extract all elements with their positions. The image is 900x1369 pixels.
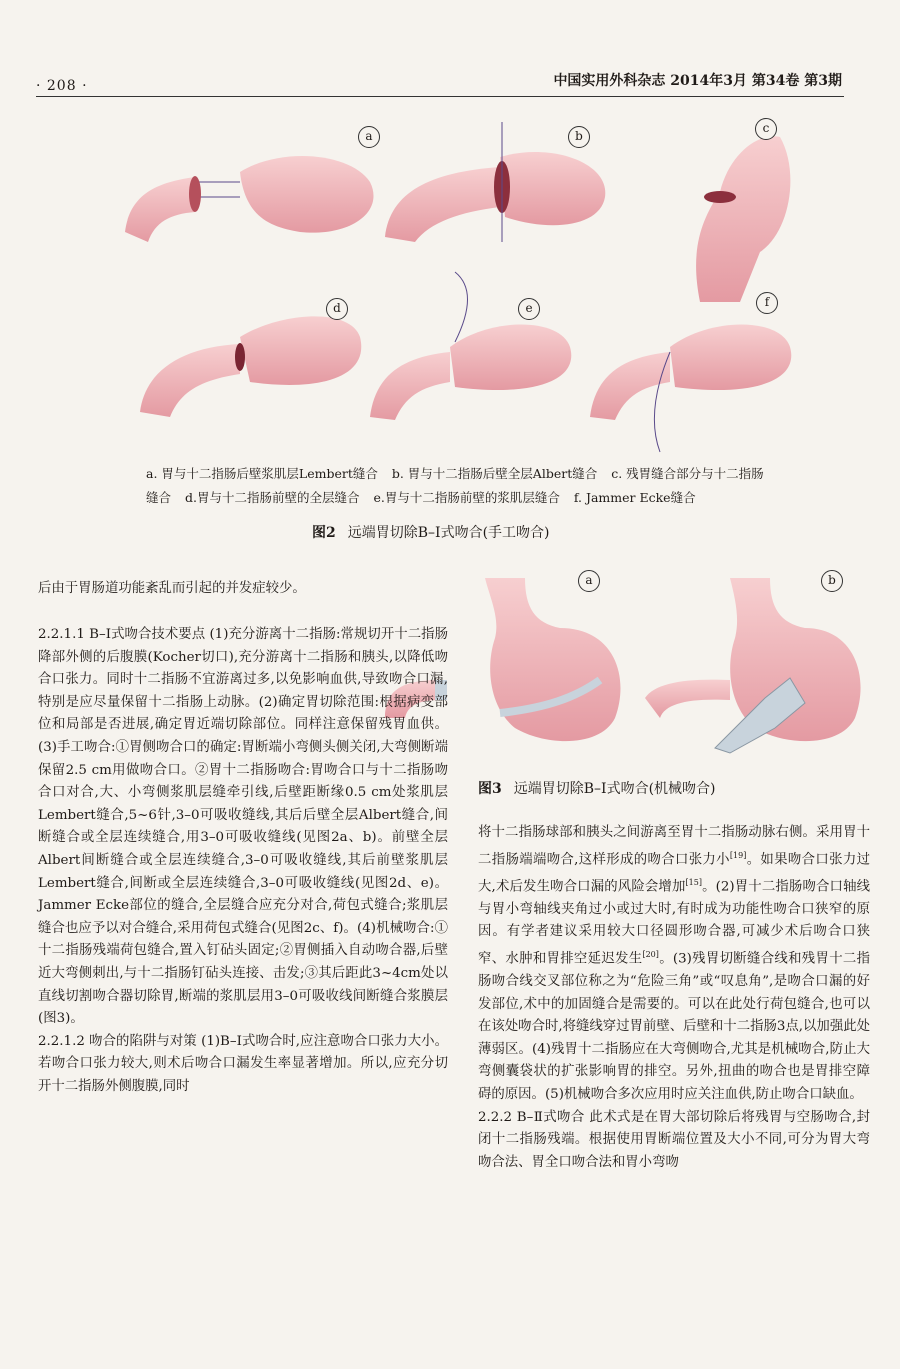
reference-20: [20] bbox=[642, 949, 659, 959]
figure3-panel-a-label: a bbox=[578, 570, 600, 592]
section-2211-body: (1)充分游离十二指肠:常规切开十二指肠降部外侧的后腹膜(Kocher切口),充分游离十二指肠和胰头,以降低吻合口张力。同时十二指肠不宜游离过多,以免影响血供,导致吻合口漏,特别是应尽量保留十二指肠上动脉。(2)确定胃切除范围:根据病变部位和局部是否进展,确定胃近端切除部位。同样注意保留残胃血供。(3)手工吻合:①胃侧吻合口的确定:胃断端小弯侧头侧关闭,大弯侧断端保留2.5 cm用做吻合口。②胃十二指肠吻合:胃吻合口与十二指肠吻合口对合,大、小弯侧浆肌层缝牵引线,后壁距断缘0.5 cm处浆肌层Lembert缝合,5~6针,3–0可吸收缝线,其后后壁全层Albert缝合,间断缝合或全层连续缝合,用3–0可吸收缝线(见图2a、b)。前壁全层Albert间断缝合或全层连续缝合,3–0可吸收缝线,其后前壁浆肌层Lembert缝合,间断或全层连续缝合,3–0可吸收缝线(见图2d、e)。Jammer Ecke部位的缝合,全层缝合应充分对合,荷包式缝合;浆肌层缝合也应予以对合缝合,采用荷包式缝合(见图2c、f)。(4)机械吻合:①十二指肠残端荷包缝合,置入钉砧头固定;②胃侧插入自动吻合器,后壁近大弯侧刺出,与十二指肠钉砧头连接、击发;③其后距此3~4cm处以直线切割吻合器切除胃,断端的浆肌层用3–0可吸收线间断缝合浆膜层(图3)。 bbox=[38, 627, 448, 1027]
figure2-subcaption-c: c. 残胃缝合部分与十二指肠缝合 bbox=[146, 466, 764, 505]
figure2-caption bbox=[312, 522, 550, 542]
left-column bbox=[38, 578, 335, 601]
figure3-panel-b-label: b bbox=[821, 570, 843, 592]
figure2-panel-c-drawing bbox=[696, 136, 790, 302]
right-text-2: 。如果吻合口张力过大,术后发生吻合口漏的风险会增加 bbox=[478, 852, 870, 895]
figure2-panel-a-drawing bbox=[125, 156, 374, 242]
right-text-3: 。(2)胃十二指肠吻合口轴线与胃小弯轴线夹角过小或过大时,有时成为功能性吻合口狭窄的原因。有学者建议采用较大口径圆形吻合器,可减少术后吻合口狭窄、水肿和胃排空延迟发生 bbox=[478, 879, 870, 967]
figure2-panel-f-label: f bbox=[756, 292, 778, 314]
figure3-caption-text: 远端胃切除B–Ⅰ式吻合(机械吻合) bbox=[513, 781, 716, 797]
section-2212-body: (1)B–Ⅰ式吻合时,应注意吻合口张力大小。若吻合口张力较大,则术后吻合口漏发生率显著增加。所以,应充分切开十二指肠外侧腹膜,同时 bbox=[38, 1033, 448, 1094]
figure2-panel-e-drawing bbox=[370, 272, 571, 420]
figure2-panel-a-label: a bbox=[358, 126, 380, 148]
section-2212 bbox=[38, 1031, 448, 1099]
right-text-1: 将十二指肠球部和胰头之间游离至胃十二指肠动脉右侧。采用胃十二指肠端端吻合,这样形成的吻合口张力小 bbox=[478, 825, 870, 868]
figure2-panel-f-drawing bbox=[590, 325, 791, 453]
figure2-caption-text: 远端胃切除B–Ⅰ式吻合(手工吻合) bbox=[347, 525, 550, 541]
reference-19: [19] bbox=[729, 850, 747, 860]
figure2-subcaption-e: e.胃与十二指肠前壁的浆肌层缝合 bbox=[373, 490, 560, 505]
section-2211-heading: 2.2.1.1 B–Ⅰ式吻合技术要点 bbox=[38, 627, 206, 642]
figure3-caption-label: 图3 bbox=[478, 781, 502, 797]
figure2-subcaption-f: f. Jammer Ecke缝合 bbox=[573, 490, 696, 505]
figure2-caption-label: 图2 bbox=[312, 525, 336, 541]
figure3-caption bbox=[478, 778, 716, 798]
figure3 bbox=[385, 568, 885, 758]
section-222 bbox=[478, 1107, 870, 1175]
figure2-subcaptions bbox=[146, 462, 770, 510]
left-intro-paragraph: 后由于胃肠道功能紊乱而引起的并发症较少。 bbox=[38, 581, 306, 596]
journal-header: 中国实用外科杂志 2014年3月 第34卷 第3期 bbox=[553, 73, 842, 89]
figure2-panel-d-drawing bbox=[140, 316, 361, 417]
left-column-main bbox=[38, 624, 448, 1098]
figure2-panel-b-label: b bbox=[568, 126, 590, 148]
header-rule bbox=[36, 96, 844, 97]
figure2-panel-e-label: e bbox=[518, 298, 540, 320]
right-column bbox=[478, 822, 870, 1174]
figure3-illustration bbox=[385, 568, 885, 758]
section-2211 bbox=[38, 624, 448, 1031]
figure3-panel-b-drawing bbox=[645, 578, 861, 753]
figure2-illustration bbox=[100, 112, 800, 457]
figure2-subcaption-a: a. 胃与十二指肠后壁浆肌层Lembert缝合 bbox=[146, 466, 378, 481]
figure2-panel-d-label: d bbox=[326, 298, 348, 320]
section-222-body: 此术式是在胃大部切除后将残胃与空肠吻合,封闭十二指肠残端。根据使用胃断端位置及大小不同,可分为胃大弯吻合法、胃全口吻合法和胃小弯吻 bbox=[478, 1109, 870, 1170]
section-222-heading: 2.2.2 B–Ⅱ式吻合 bbox=[478, 1109, 585, 1125]
right-text-4: 。(3)残胃切断缝合线和残胃十二指肠吻合线交叉部位称之为“危险三角”或“叹息角”,是吻合口漏的好发部位,术中的加固缝合是需要的。可以在此处行荷包缝合,也可以在该处吻合时,将缝线穿过胃前壁、后壁和十二指肠3点,以加强此处薄弱区。(4)残胃十二指肠应在大弯侧吻合,尤其是机械吻合,防止大弯侧囊袋状的扩张影响胃的排空。另外,扭曲的吻合也是胃排空障碍的原因。(5)机械吻合多次应用时应关注血供,防止吻合口缺血。 bbox=[478, 951, 871, 1102]
reference-15: [15] bbox=[685, 877, 702, 887]
figure2-subcaption-d: d.胃与十二指肠前壁的全层缝合 bbox=[185, 490, 360, 505]
section-2212-heading: 2.2.1.2 吻合的陷阱与对策 bbox=[38, 1033, 197, 1049]
figure2 bbox=[100, 112, 800, 457]
figure2-subcaption-b: b. 胃与十二指肠后壁全层Albert缝合 bbox=[391, 466, 598, 481]
figure2-panel-c-label: c bbox=[755, 118, 777, 140]
right-paragraph bbox=[478, 822, 870, 1107]
page-number: · 208 · bbox=[36, 78, 88, 94]
